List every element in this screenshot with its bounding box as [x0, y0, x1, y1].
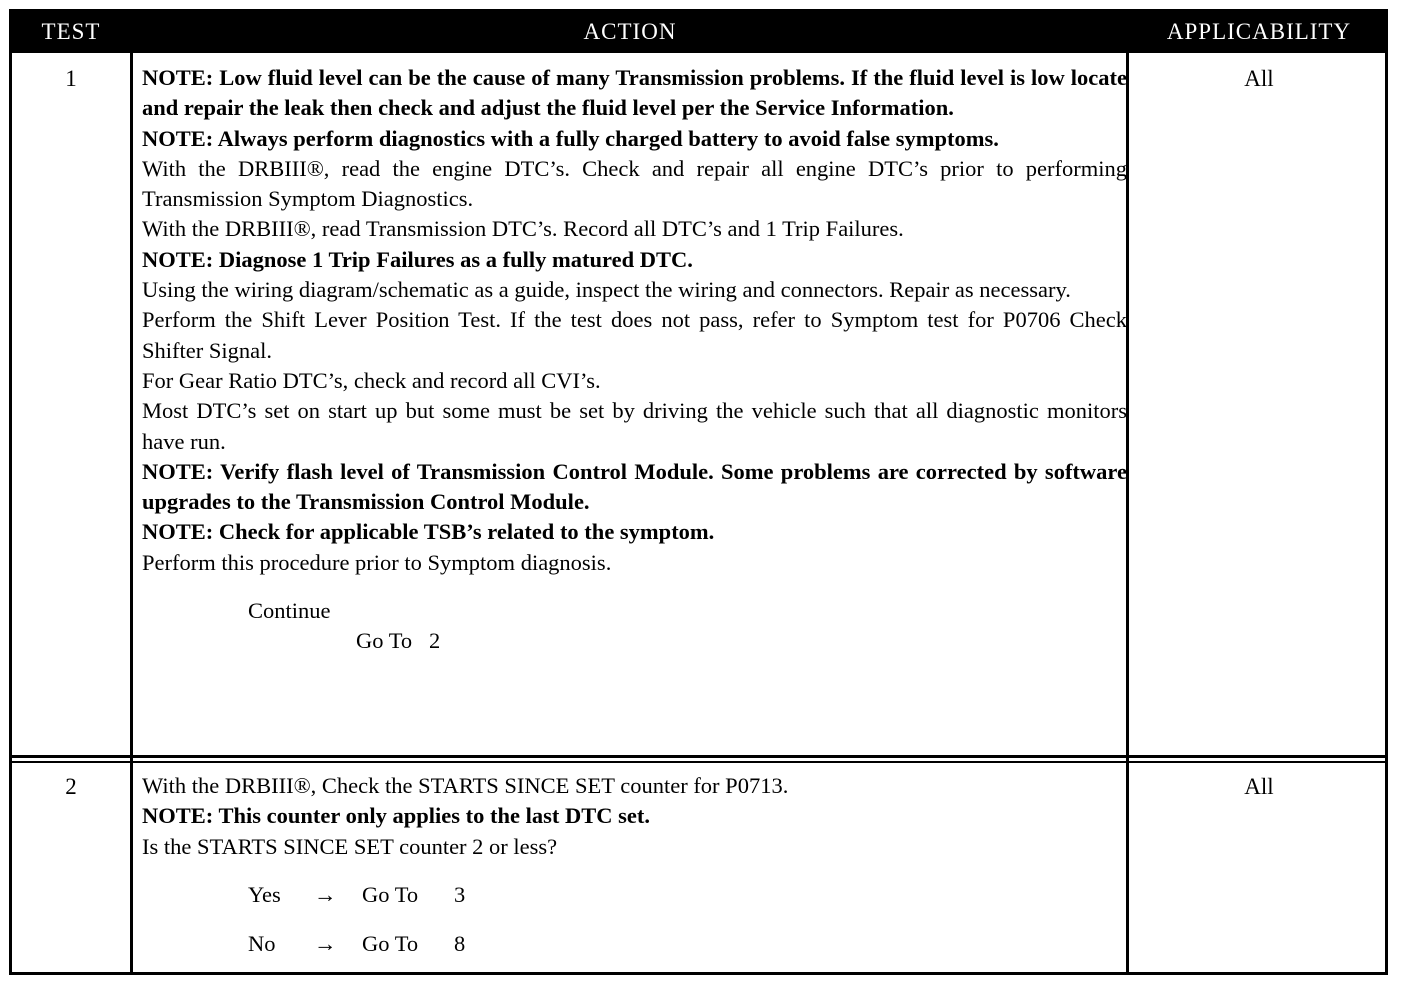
choice-yes[interactable] — [142, 880, 1127, 910]
header-action: ACTION — [583, 19, 677, 44]
action-line: NOTE: Always perform diagnostics with a fully charged battery to avoid false symptoms. — [142, 125, 999, 151]
choice-label: No — [248, 930, 276, 956]
action-line: NOTE: Low fluid level can be the cause of many Transmission problems. If the fluid level is low locate and repair the leak then check and adjust the fluid level per the Service Information. — [142, 65, 1127, 121]
goto-text: Go To — [362, 930, 419, 956]
test-number: 1 — [65, 66, 77, 91]
action-line: NOTE: Verify flash level of Transmission Control Module. Some problems are corrected by software upgrades to the Transmission Control Module. — [142, 458, 1127, 515]
header-applicability: APPLICABILITY — [1166, 19, 1352, 44]
applicability-value: All — [1244, 66, 1274, 91]
arrow-icon: → — [314, 930, 337, 956]
action-line: With the DRBIII®, read the engine DTC’s. Check and repair all engine DTC’s prior to performing Transmission Symptom Diagnostics. — [142, 155, 1127, 212]
test-number: 2 — [65, 774, 77, 799]
goto-text: Go To — [356, 628, 413, 654]
choice-no[interactable] — [142, 929, 1127, 959]
row-divider — [12, 755, 1385, 758]
action-line: For Gear Ratio DTC’s, check and record all CVI’s. — [142, 367, 601, 393]
action-line: NOTE: This counter only applies to the last DTC set. — [142, 803, 650, 829]
table-header — [12, 12, 1385, 53]
choice-label: Yes — [248, 881, 281, 907]
column-divider-test — [130, 53, 133, 975]
goto-number: 2 — [429, 628, 441, 654]
applicability-value: All — [1244, 774, 1274, 799]
goto-text: Go To — [362, 881, 419, 907]
action-cell — [142, 63, 1127, 657]
action-line: Perform this procedure prior to Symptom diagnosis. — [142, 549, 612, 575]
action-line: Is the STARTS SINCE SET counter 2 or less? — [142, 833, 558, 859]
goto-number: 8 — [454, 930, 466, 956]
action-cell — [142, 771, 1127, 959]
action-line: Using the wiring diagram/schematic as a guide, inspect the wiring and connectors. Repair as necessary. — [142, 277, 1071, 303]
row-divider-secondary — [12, 761, 1385, 763]
action-line: NOTE: Check for applicable TSB’s related to the symptom. — [142, 519, 715, 545]
continue-label: Continue — [248, 598, 331, 624]
arrow-icon: → — [314, 881, 337, 907]
action-line: Most DTC’s set on start up but some must be set by driving the vehicle such that all diagnostic monitors have run. — [142, 398, 1127, 454]
header-test: TEST — [41, 19, 101, 44]
diagnostic-table — [9, 9, 1388, 975]
goto-number: 3 — [454, 881, 466, 907]
action-line: With the DRBIII®, read Transmission DTC’s. Record all DTC’s and 1 Trip Failures. — [142, 216, 904, 242]
action-line: NOTE: Diagnose 1 Trip Failures as a fully matured DTC. — [142, 246, 693, 272]
action-line: Perform the Shift Lever Position Test. If the test does not pass, refer to Symptom test for P0706 Check Shifter Signal. — [142, 307, 1127, 363]
action-line: With the DRBIII®, Check the STARTS SINCE SET counter for P0713. — [142, 773, 789, 798]
goto-link[interactable] — [142, 626, 1127, 656]
